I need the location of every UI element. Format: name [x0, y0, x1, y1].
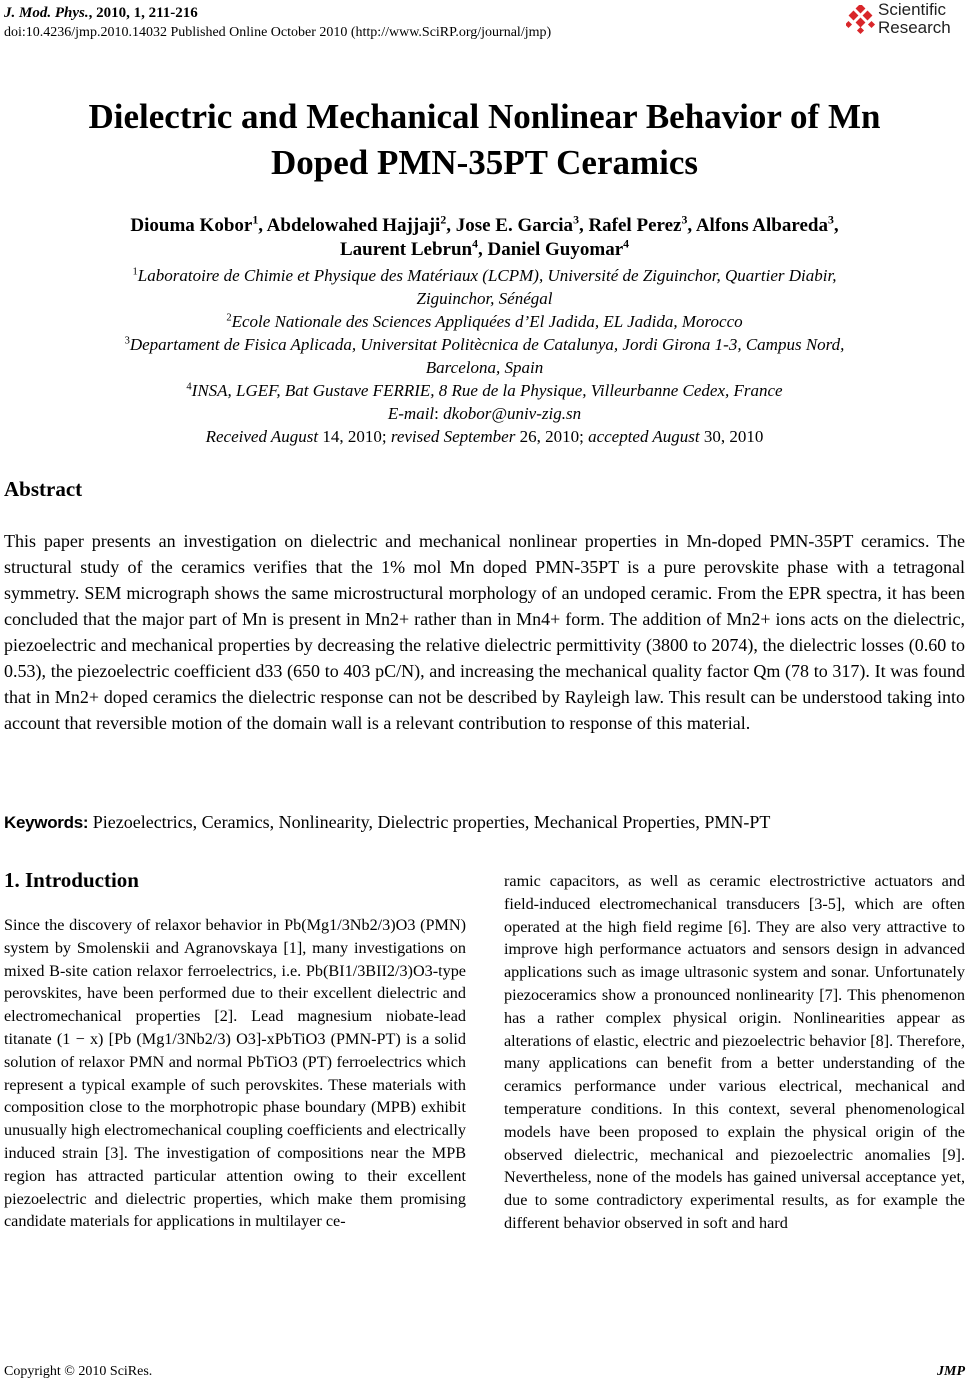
paper-title [0, 94, 969, 186]
copyright-footer: Copyright © 2010 SciRes. [4, 1364, 153, 1379]
author: Diouma Kobor [130, 215, 253, 236]
affiliation-4: $^4$INSA, LGEF, Bat Gustave FERRIE, 8 Rue de la Physique, Villeurbanne Cedex, France [186, 381, 783, 400]
author: Abdelowahed Hajjaji [266, 215, 441, 236]
title-line-1: Dielectric and Mechanical Nonlinear Behavior of Mn [88, 97, 881, 136]
affiliation-1: $^1$Laboratoire de Chimie et Physique des Matériaux (LCPM), Université de Ziguinchor, Quartier Diabir, [132, 266, 837, 285]
affiliation-3: $^3$Departament de Fisica Aplicada, Universitat Politècnica de Catalunya, Jordi Girona 1-3, Campus Nord, [124, 335, 845, 354]
journal-name: J. Mod. Phys. [4, 5, 89, 21]
section-heading: 1. Introduction [4, 868, 139, 892]
logo-line-1: Scientific [878, 0, 947, 19]
dates-line: Received August 14, 2010; revised September 26, 2010; accepted August 30, 2010 [205, 427, 764, 446]
abstract-body: This paper presents an investigation on dielectric and mechanical nonlinear properties in Mn-doped PMN-35PT ceramics. The structural study of the ceramics verifies that the 1% mol Mn doped PMN-35PT is a pure perovskite phase with a tetragonal symmetry. SEM micrograph shows the same microstructural morphology of an undoped ceramic. From the EPR spectra, it has been concluded that the major part of Mn is present in Mn2+ rather than in Mn4+ form. The addition of Mn2+ ions acts on the dielectric, piezoelectric and mechanical properties by decreasing the relative dielectric permittivity (3800 to 2074), the dielectric losses (0.60 to 0.53), the piezoelectric coefficient d33 (650 to 403 pC/N), and increasing the mechanical quality factor Qm (78 to 317). It was found that in Mn2+ doped ceramics the dielectric response can not be described by Rayleigh law. This result can be understood taking into account that reversible motion of the domain wall is a relevant contribution to response of this material. [4, 531, 965, 733]
title-line-2: Doped PMN-35PT Ceramics [270, 143, 699, 182]
intro-paragraph-right: ramic capacitors, as well as ceramic electrostrictive actuators and field-induced electromechanical transducers [3-5], which are often operated at the high field regime [6]. They are also very attractive to improve high performance actuators and sensors design in advanced applications such as image ultrasonic system and sonar. Unfortunately piezoceramics show a pronounced nonlinearity [7]. This phenomenon has a rather complex physical origin. Nonlinearities appear as alterations of elastic, electric and piezoelectric behavior [8]. Therefore, many applications can benefit from a better understanding of the ceramics performance under various electrical, mechanical and temperature conditions. In this context, several phenomenological models have been proposed to explain the physical origin of the observed dielectric, mechanical and piezoelectric anomalies [9]. Nevertheless, none of the models has gained universal acceptance yet, due to some contradictory experimental results, as for example the different behavior observed in soft and hard [504, 872, 965, 1232]
abstract-heading: Abstract [4, 477, 83, 501]
publisher-logo [846, 1, 968, 43]
affiliation-2: $^2$Ecole Nationale des Sciences Appliquées d’El Jadida, EL Jadida, Morocco [226, 312, 743, 331]
intro-paragraph-left: Since the discovery of relaxor behavior in Pb(Mg1/3Nb2/3)O3 (PMN) system by Smolenskii and Agranovskaya [1], many investigations on mixed B-site cation relaxor ferroelectrics, i.e. Pb(BI1/3BII2/3)O3-type perovskites, have been performed due to their excellent dielectric and electromechanical properties [2]. Lead magnesium niobate-lead titanate (1 − x) [Pb (Mg1/3Nb2/3) O3]-xPbTiO3 (PMN-PT) is a solid solution of relaxor PMN and normal PbTiO3 (PT) ferroelectrics which represent a typical example of such perovskites. These materials with composition close to the morphotropic phase boundary (MPB) exhibit unusually high electromechanical coupling coefficients and electrically induced strain [3]. The investigation of compositions near the MPB region has attracted particular attention owing to their excellent piezoelectric and dielectric properties, which make them promising candidate materials for applications in multilayer ce- [4, 916, 466, 1231]
author: Rafel Perez [588, 215, 682, 236]
affiliation-3-cont: Barcelona, Spain [425, 358, 544, 377]
author: Daniel Guyomar [487, 239, 624, 260]
keywords-line [4, 810, 770, 835]
intro-column-right [504, 870, 965, 1235]
intro-column-left [4, 914, 466, 1233]
author: Jose E. Garcia [455, 215, 574, 236]
journal-citation [4, 5, 198, 22]
affiliation-1-cont: Ziguinchor, Sénégal [416, 289, 553, 308]
logo-text [878, 1, 951, 37]
doi-line: doi:10.4236/jmp.2010.14032 Published Online October 2010 (http://www.SciRP.org/journal/jmp) [4, 25, 552, 40]
keywords-text: Piezoelectrics, Ceramics, Nonlinearity, Dielectric properties, Mechanical Properties, PMN-PT [92, 812, 771, 832]
author: Alfons Albareda [695, 215, 828, 236]
email-link[interactable]: dkobor@univ-zig.sn [443, 404, 582, 423]
author: Laurent Lebrun [339, 239, 473, 260]
journal-issue: , 2010, 1, 211-216 [88, 5, 198, 21]
journal-abbrev-footer: JMP [937, 1364, 965, 1379]
logo-line-2: Research [878, 18, 951, 37]
keywords-label: Keywords: [4, 813, 89, 832]
email-line: E-mail: dkobor@univ-zig.sn [387, 404, 582, 423]
author-list: Diouma Kobor$^1$, Abdelowahed Hajjaji$^2$, Jose E. Garcia$^3$, Rafel Perez$^3$, Alfons Albareda$^3$, Laurent Lebrun$^4$, Daniel Guyomar$^4$ [130, 213, 839, 260]
logo-mark-icon [846, 5, 876, 35]
affiliations [20, 264, 949, 448]
